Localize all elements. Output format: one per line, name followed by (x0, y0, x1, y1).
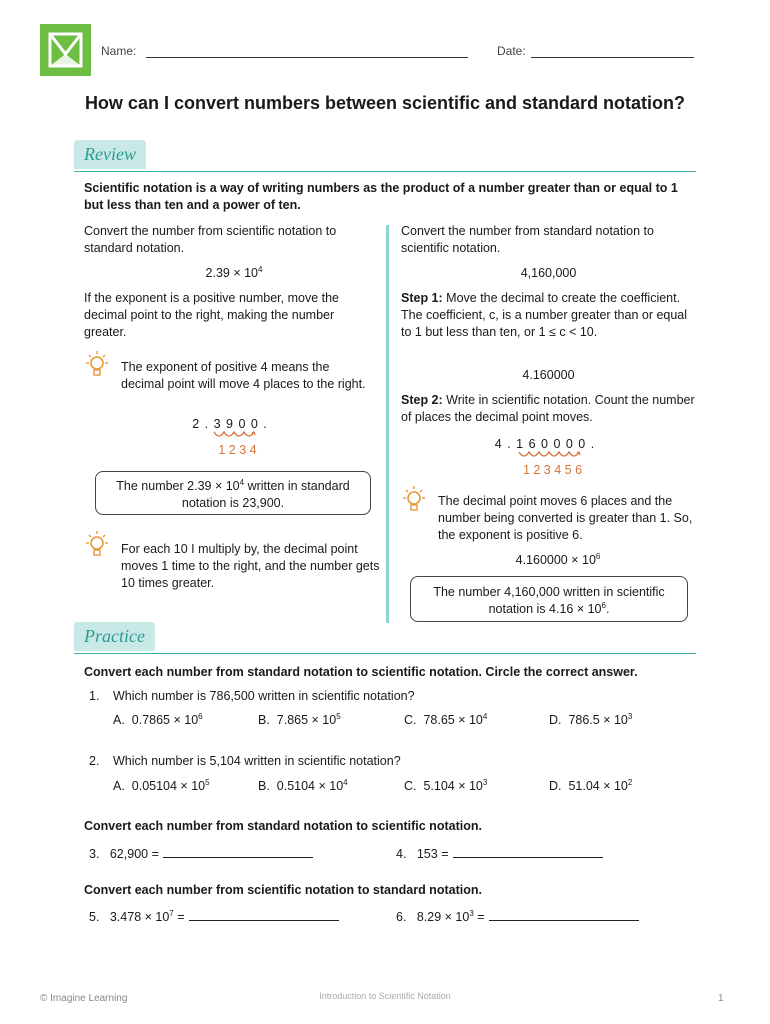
answer-blank-5[interactable] (189, 906, 339, 921)
decimal-move-arrows (212, 430, 268, 442)
answer-blank-6[interactable] (489, 906, 639, 921)
right-example: 4,160,000 (520, 266, 577, 280)
left-heading: Convert the number from scientific notation to standard notation. (84, 224, 337, 255)
question-1-text: Which number is 786,500 written in scientific notation? (113, 689, 415, 703)
right-coefficient: 4.160000 (522, 368, 575, 382)
lightbulb-icon (401, 485, 427, 515)
date-label: Date: (497, 44, 526, 58)
question-5: 5. $3.478 \times 10^7$ = (89, 906, 339, 926)
practice-tab: Practice (74, 622, 155, 651)
right-tip: The decimal point moves 6 places and the number being converted is greater than 1. So, the exponent is positive 6. (438, 494, 693, 542)
right-counts: 1 2 3 4 5 6 (522, 463, 583, 477)
review-divider (74, 171, 696, 172)
left-digits: 2 . 3 9 0 0 . (192, 417, 268, 431)
page-title: How can I convert numbers between scientific and standard notation? (84, 93, 686, 113)
review-intro: Scientific notation is a way of writing numbers as the product of a number greater than or equal to 1 but less than ten and a power of ten. (84, 181, 678, 212)
question-4: 4. 153 = (396, 843, 603, 863)
right-step-1: Step 1: Move the decimal to create the coefficient. The coefficient, c, is a number greater than or equal to 1 but less than ten, or 1 ≤ c < 10. (401, 291, 688, 339)
footer-title: Introduction to Scientific Notation (319, 991, 451, 1001)
practice-instruction-1: Convert each number from standard notation to scientific notation. Circle the correct answer. (84, 665, 638, 679)
left-result-box: The number $2.39 \times 10^4$ written in standard notation is 23,900. (95, 471, 371, 515)
decimal-move-arrows (517, 450, 595, 462)
question-2-text: Which number is 5,104 written in scientific notation? (113, 754, 401, 768)
q1-choice-a[interactable]: A. $0.7865 \times 10^6$ (113, 711, 203, 727)
left-rule: If the exponent is a positive number, move the decimal point to the right, making the number greater. (84, 291, 340, 339)
right-step-2: Step 2: Write in scientific notation. Count the number of places the decimal point moves. (401, 393, 695, 424)
left-example: $2.39 \times 10^4$ (205, 264, 263, 280)
name-label: Name: (101, 44, 137, 58)
q2-choice-a[interactable]: A. $0.05104 \times 10^5$ (113, 777, 210, 793)
answer-blank-3[interactable] (163, 843, 313, 858)
right-heading: Convert the number from standard notation to scientific notation. (401, 224, 654, 255)
left-counts: 1 2 3 4 (218, 443, 257, 457)
imagine-learning-logo (40, 24, 91, 76)
right-digits: 4 . 1 6 0 0 0 0 . (494, 437, 596, 451)
question-6: 6. $8.29 \times 10^3$ = (396, 906, 639, 926)
left-tip-2: For each 10 I multiply by, the decimal point moves 1 time to the right, and the number gets 10 times greater. (121, 542, 380, 590)
question-2-number: 2. (89, 754, 100, 768)
answer-blank-4[interactable] (453, 843, 603, 858)
q1-choice-c[interactable]: C. $78.65 \times 10^4$ (404, 711, 488, 727)
lightbulb-icon (84, 530, 110, 560)
right-scientific: $4.160000 \times 10^6$ (515, 551, 601, 567)
question-3: 3. 62,900 = (89, 843, 313, 863)
left-tip-1: The exponent of positive 4 means the decimal point will move 4 places to the right. (121, 360, 366, 391)
practice-divider (74, 653, 696, 654)
q2-choice-d[interactable]: D. $51.04 \times 10^2$ (549, 777, 633, 793)
q1-choice-b[interactable]: B. $7.865 \times 10^5$ (258, 711, 341, 727)
question-1-number: 1. (89, 689, 100, 703)
lightbulb-icon (84, 350, 110, 380)
date-field[interactable] (531, 57, 694, 58)
q1-choice-d[interactable]: D. $786.5 \times 10^3$ (549, 711, 633, 727)
name-field[interactable] (146, 57, 468, 58)
page-number: 1 (718, 993, 724, 1004)
practice-instruction-2: Convert each number from standard notation to scientific notation. (84, 819, 482, 833)
q2-choice-c[interactable]: C. $5.104 \times 10^3$ (404, 777, 488, 793)
column-divider (386, 225, 389, 623)
q2-choice-b[interactable]: B. $0.5104 \times 10^4$ (258, 777, 348, 793)
practice-instruction-3: Convert each number from scientific notation to standard notation. (84, 883, 482, 897)
review-tab: Review (74, 140, 146, 169)
footer-copyright: © Imagine Learning (40, 993, 128, 1004)
right-result-box: The number 4,160,000 written in scientific notation is $4.16 \times 10^6$. (410, 576, 688, 622)
